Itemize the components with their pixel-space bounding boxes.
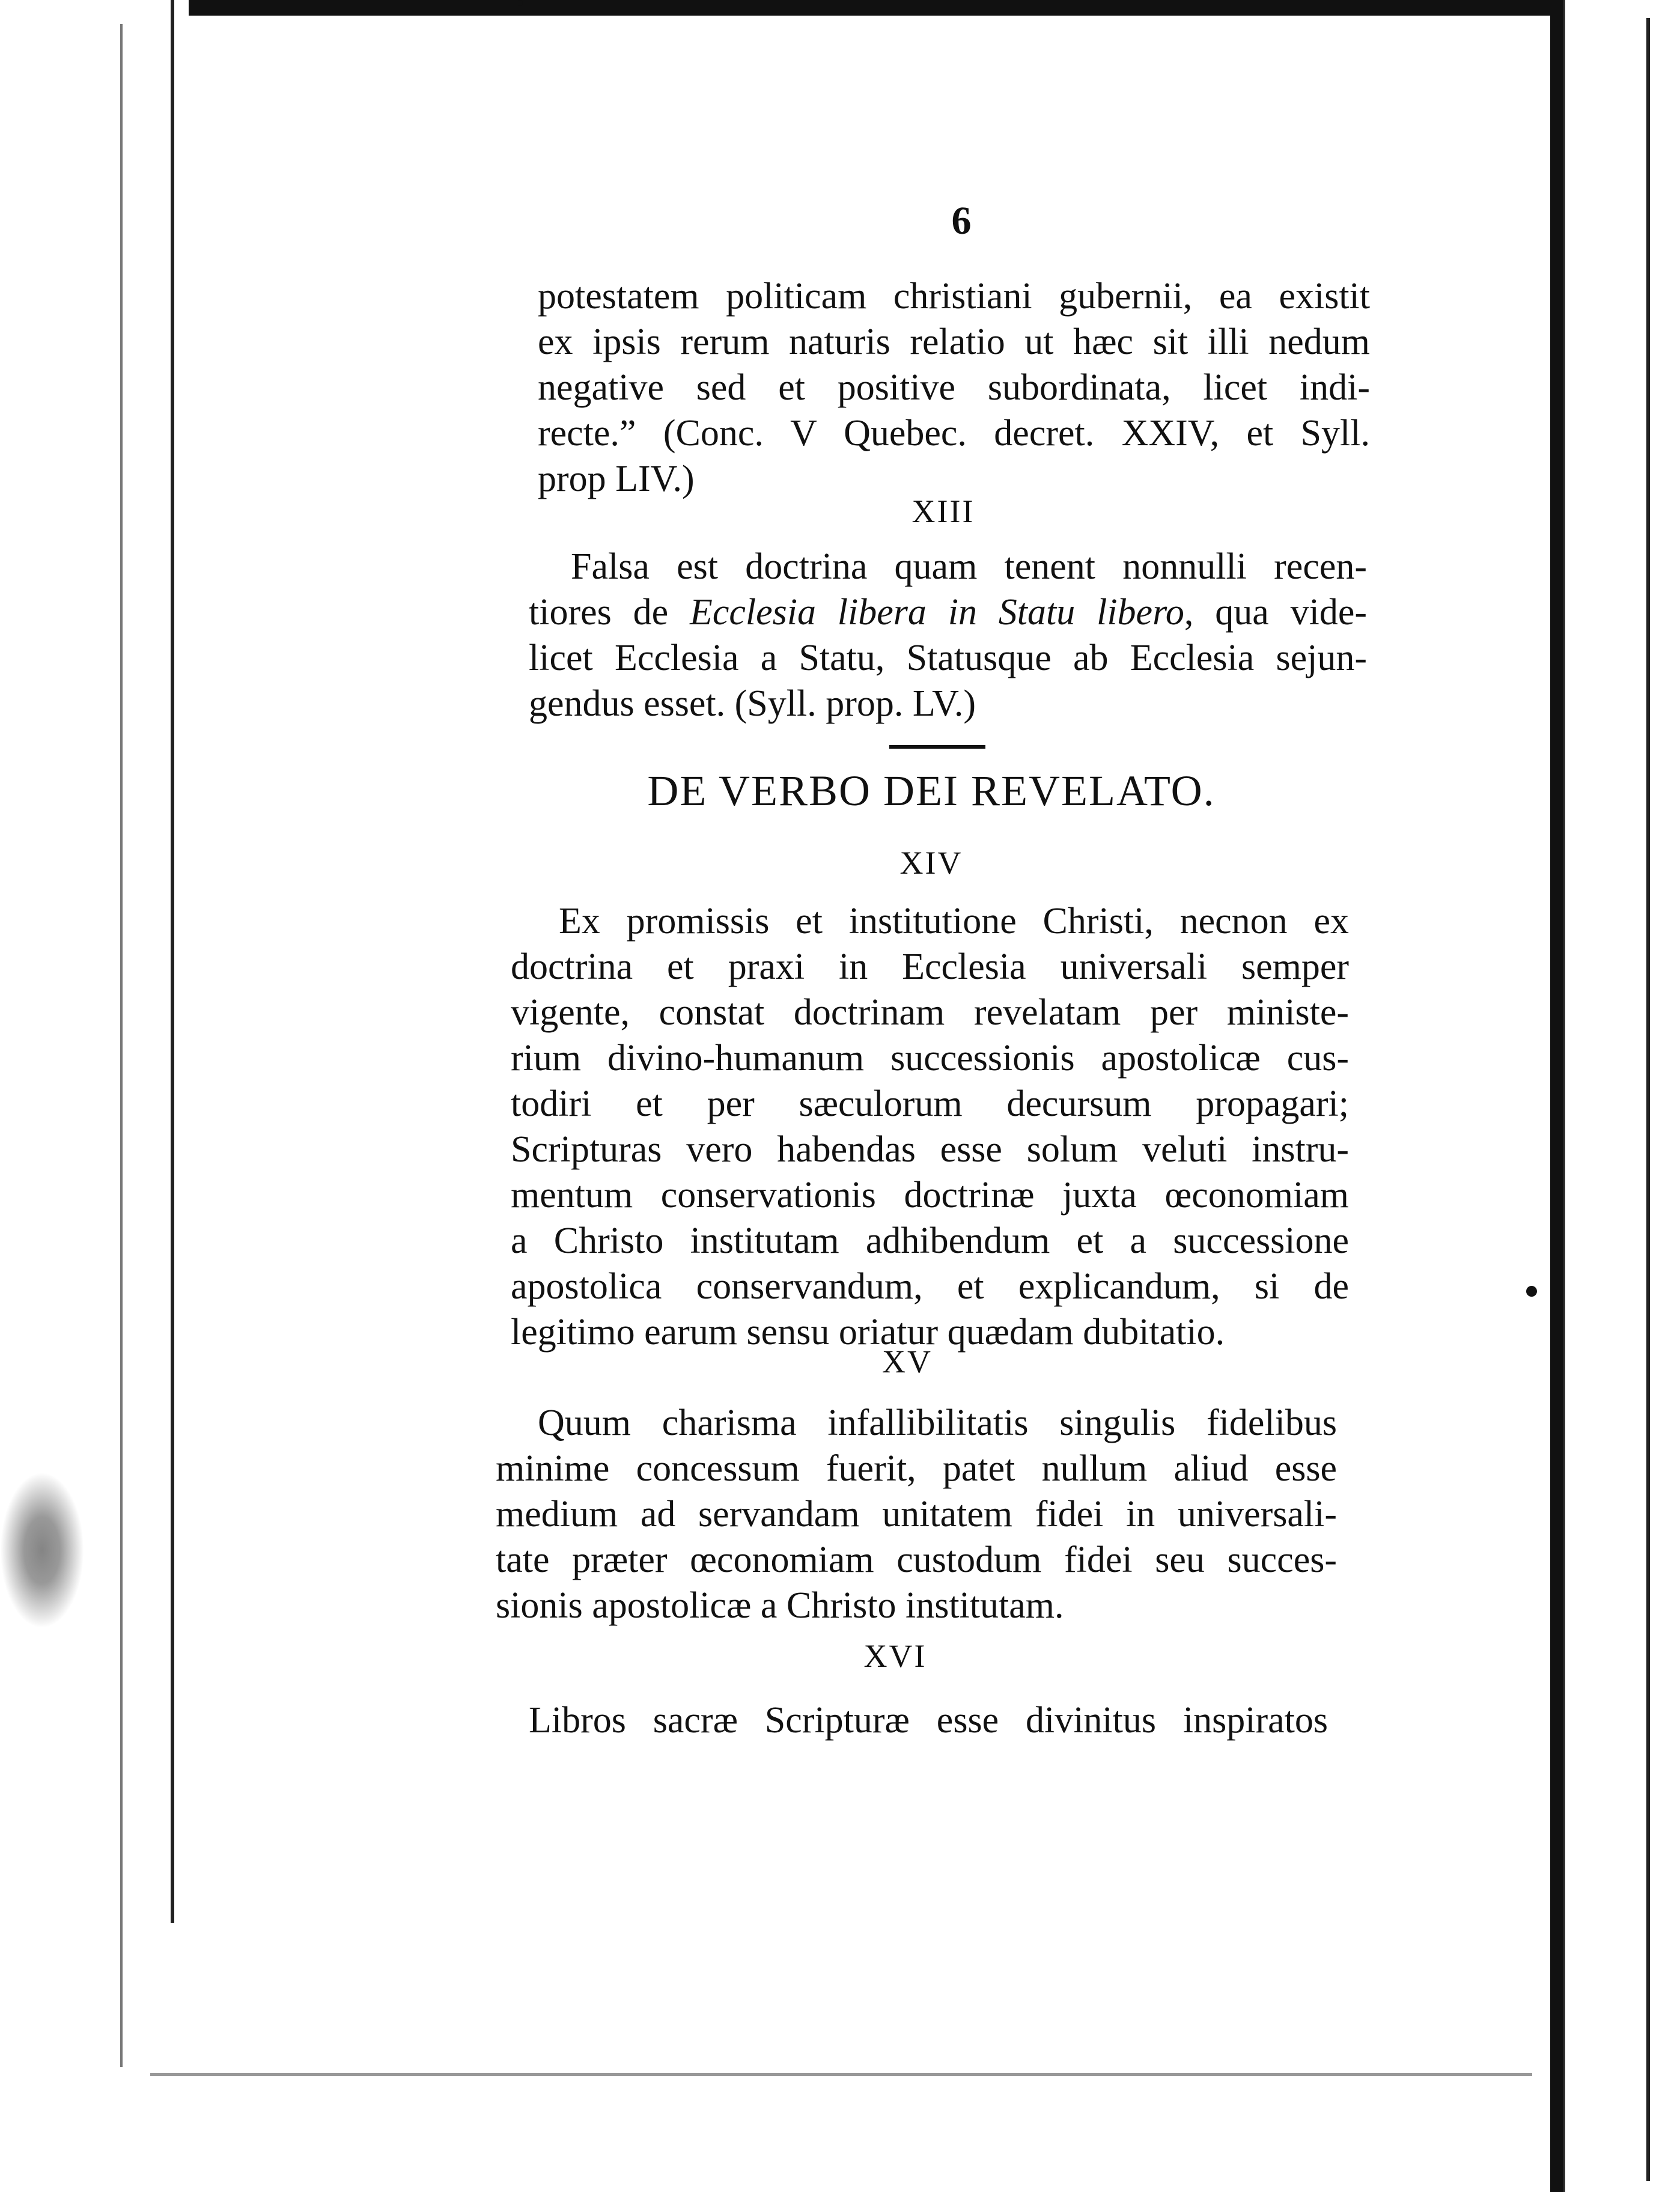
- text-line: gendus esset. (Syll. prop. LV.): [529, 683, 976, 724]
- article-numeral-xiv: XIV: [899, 845, 963, 881]
- text-line: rium divino-humanum successionis apostolicæ cus-: [511, 1038, 1349, 1079]
- article-numeral-xv: XV: [882, 1344, 933, 1380]
- scan-right-edge: [1550, 0, 1563, 2192]
- section-title: DE VERBO DEI REVELATO.: [647, 767, 1216, 815]
- article-numeral-xvi: XVI: [863, 1638, 927, 1674]
- article-xvi-paragraph: [529, 1697, 1328, 1743]
- text-line: licet Ecclesia a Statu, Statusque ab Ecclesia sejun-: [529, 638, 1367, 678]
- text-line: potestatem politicam christiani gubernii, ea existit: [538, 276, 1370, 317]
- text-fragment: , qua vide-: [1184, 592, 1367, 633]
- article-xiv-paragraph: [511, 898, 1349, 1355]
- continuation-paragraph: [538, 273, 1370, 502]
- text-line: sionis apostolicæ a Christo institutam.: [496, 1585, 1064, 1626]
- text-line: minime concessum fuerit, patet nullum aliud esse: [496, 1448, 1337, 1489]
- text-line: [529, 589, 1367, 635]
- text-line: Libros sacræ Scripturæ esse divinitus inspiratos: [529, 1700, 1328, 1741]
- text-line: tate præter œconomiam custodum fidei seu succes-: [496, 1539, 1337, 1580]
- page-number: 6: [951, 199, 972, 243]
- text-line: Falsa est doctrina quam tenent nonnulli recen-: [571, 546, 1367, 587]
- text-line: Scripturas vero habendas esse solum veluti instru-: [511, 1129, 1349, 1170]
- text-line: Ex promissis et institutione Christi, necnon ex: [559, 901, 1349, 942]
- scan-left-sheet-edge: [120, 24, 129, 2067]
- text-line: medium ad servandam unitatem fidei in universali-: [496, 1494, 1337, 1535]
- scan-right-strip: [1563, 0, 1680, 2192]
- text-line: negative sed et positive subordinata, licet indi-: [538, 367, 1370, 408]
- section-divider: [889, 745, 985, 749]
- text-line: todiri et per sæculorum decursum propagari;: [511, 1083, 1349, 1124]
- text-line: ex ipsis rerum naturis relatio ut hæc sit illi nedum: [538, 321, 1370, 362]
- text-fragment: tiores de: [529, 592, 690, 633]
- scan-speck: [1526, 1286, 1537, 1297]
- article-xv-paragraph: [496, 1400, 1337, 1628]
- scan-smudge: [0, 1472, 84, 1628]
- scan-left-fold: [162, 0, 189, 1923]
- text-line: a Christo institutam adhibendum et a successione: [511, 1220, 1349, 1261]
- text-line: legitimo earum sensu oriatur quædam dubitatio.: [511, 1312, 1225, 1353]
- scan-bottom-edge: [150, 2073, 1532, 2076]
- scan-top-edge: [180, 0, 1680, 16]
- text-line: vigente, constat doctrinam revelatam per ministe-: [511, 992, 1349, 1033]
- text-line: prop LIV.): [538, 458, 695, 499]
- article-xiii-paragraph: [529, 544, 1367, 726]
- scan-right-strip-line: [1646, 18, 1650, 2181]
- text-line: mentum conservationis doctrinæ juxta œconomiam: [511, 1175, 1349, 1216]
- text-line: recte.” (Conc. V Quebec. decret. XXIV, et Syll.: [538, 413, 1370, 454]
- scan-speck: [517, 0, 523, 6]
- text-line: doctrina et praxi in Ecclesia universali semper: [511, 946, 1349, 987]
- text-line: apostolica conservandum, et explicandum, si de: [511, 1266, 1349, 1307]
- italic-phrase: Ecclesia libera in Statu libero: [689, 592, 1184, 633]
- article-numeral-xiii: XIII: [912, 493, 975, 529]
- text-line: Quum charisma infallibilitatis singulis fidelibus: [538, 1402, 1337, 1443]
